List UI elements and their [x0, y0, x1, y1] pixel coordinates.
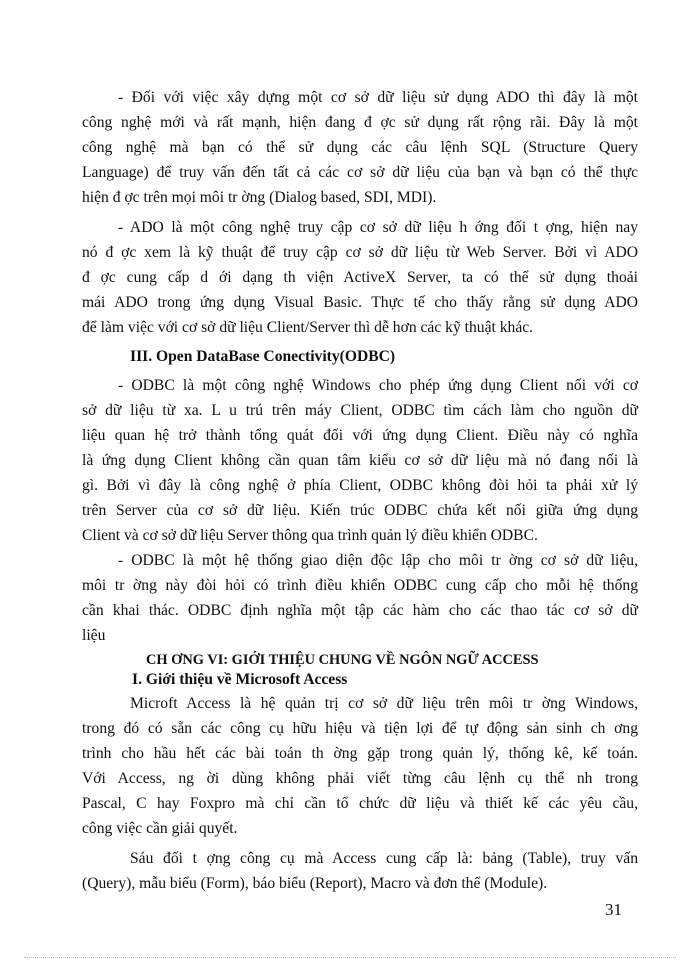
- paragraph-odbc-1-line: liệu quan hệ trở thành tổng quát đối với ứng dụng Client. Điều này có nghĩa: [82, 427, 638, 444]
- paragraph-odbc-2-line: cần khai thác. ODBC định nghĩa một tập các hàm cho các thao tác cơ sở dữ: [82, 602, 638, 619]
- paragraph-odbc-2-line: liệu: [82, 627, 106, 644]
- paragraph-access-1-line: trong đó có sẵn các công cụ hữu hiệu và tiện lợi để tự động sản sinh ch ơng: [82, 720, 638, 737]
- paragraph-access-1-line: trình cho hầu hết các bài toán th ờng gặp trong quản lý, thống kê, kế toán.: [82, 745, 638, 762]
- paragraph-ado-2-line: để làm việc với cơ sở dữ liệu Client/Server thì dễ hơn các kỹ thuật khác.: [82, 319, 534, 336]
- paragraph-ado-1-line: công nghệ mới và rất mạnh, hiện đang đ ợc sử dụng rất rộng rãi. Đây là một: [82, 114, 638, 131]
- paragraph-ado-2-line: nó đ ợc xem là kỹ thuật để truy cập cơ sở dữ liệu từ Web Server. Bởi vì ADO: [82, 244, 638, 261]
- paragraph-ado-2-line: mái ADO trong ứng dụng Visual Basic. Thực tế cho thấy rằng sử dụng ADO: [82, 294, 638, 311]
- paragraph-ado-2-line: đ ợc cung cấp d ới dạng th viện ActiveX Server, ta có thể sử dụng thoải: [82, 269, 638, 286]
- paragraph-access-1-line: Pascal, C hay Foxpro mà chỉ cần tổ chức dữ liệu và thiết kế các yêu cầu,: [82, 795, 638, 812]
- paragraph-ado-1-line: - Đối với việc xây dựng một cơ sở dữ liệu sử dụng ADO thì đây là một: [118, 89, 638, 106]
- section-heading-odbc: III. Open DataBase Conectivity(ODBC): [130, 348, 396, 365]
- paragraph-access-1-line: Microft Access là hệ quản trị cơ sở dữ liệu trên môi tr ờng Windows,: [130, 695, 638, 712]
- paragraph-odbc-1-line: trên Server của cơ sở dữ liệu. Kiến trúc ODBC chứa kết nối giữa ứng dụng: [82, 502, 638, 519]
- paragraph-ado-1-line: hiện đ ợc trên mọi môi tr ờng (Dialog based, SDI, MDI).: [82, 189, 437, 206]
- paragraph-access-2-line: Sáu đối t ợng công cụ mà Access cung cấp là: bảng (Table), truy vấn: [130, 850, 638, 867]
- paragraph-access-1-line: Với Access, ng ời dùng không phải viết từng câu lệnh cụ thể nh trong: [82, 770, 638, 787]
- paragraph-odbc-1-line: sở dữ liệu từ xa. L u trú trên máy Client, ODBC tìm cách làm cho nguồn dữ: [82, 402, 638, 419]
- paragraph-odbc-1-line: - ODBC là một công nghệ Windows cho phép ứng dụng Client nối với cơ: [118, 377, 638, 394]
- chapter-title: CH ƠNG VI: GIỚI THIỆU CHUNG VỀ NGÔN NGỮ ACCESS: [146, 652, 539, 668]
- paragraph-ado-2-line: - ADO là một công nghệ truy cập cơ sở dữ liệu h ớng đối t ợng, hiện nay: [118, 219, 638, 236]
- paragraph-odbc-2-line: môi tr ờng này đòi hỏi có trình điều khiển ODBC cung cấp cho mỗi hệ thống: [82, 577, 638, 594]
- paragraph-access-2-line: (Query), mẫu biểu (Form), báo biểu (Report), Macro và đơn thể (Module).: [82, 875, 548, 892]
- section-heading-access: I. Giới thiệu về Microsoft Access: [132, 671, 348, 688]
- paragraph-ado-1-line: Language) để truy vấn đến tất cả các cơ sở dữ liệu của bạn và bạn có thể thực: [82, 164, 638, 181]
- paragraph-odbc-2-line: - ODBC là một hệ thống giao diện độc lập cho môi tr ờng cơ sở dữ liệu,: [118, 552, 638, 569]
- page-number: 31: [605, 900, 622, 919]
- paragraph-odbc-1-line: gì. Bởi vì đây là công nghệ ở phía Client, ODBC không đòi hỏi ta phải xử lý: [82, 477, 638, 494]
- paragraph-ado-1-line: công nghệ mà bạn có thể sử dụng các câu lệnh SQL (Structure Query: [82, 139, 638, 156]
- paragraph-odbc-1-line: là ứng dụng Client không cần quan tâm kiểu cơ sở dữ liệu mà nó đang nối là: [82, 452, 638, 469]
- paragraph-access-1-line: công việc cần giải quyết.: [82, 820, 238, 837]
- paragraph-odbc-1-line: Client và cơ sở dữ liệu Server thông qua trình quản lý điều khiển ODBC.: [82, 527, 538, 544]
- footer-divider: [24, 957, 676, 958]
